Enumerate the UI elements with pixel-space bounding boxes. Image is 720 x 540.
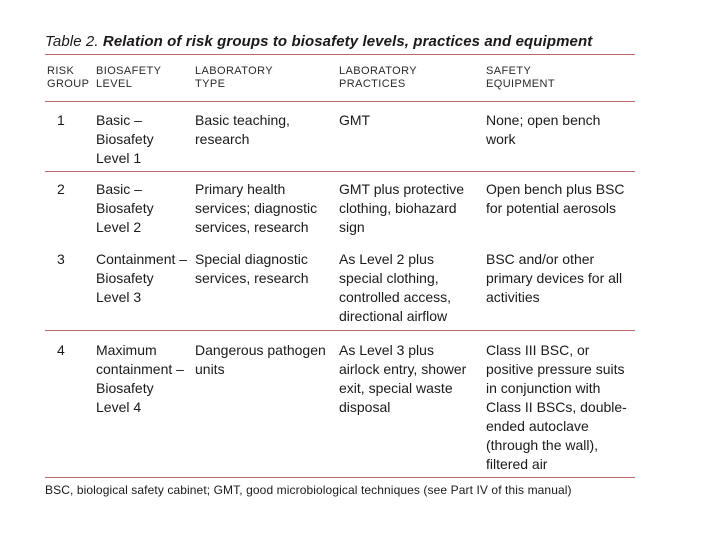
table-number: Table 2. bbox=[45, 33, 99, 50]
laboratory-practices-cell: As Level 2 plus special clothing, controlled access, directional airflow bbox=[339, 251, 452, 324]
table-footnote: BSC, biological safety cabinet; GMT, good microbiological techniques (see Part IV of this manual) bbox=[45, 483, 572, 497]
table-title bbox=[45, 32, 635, 54]
table-caption: Relation of risk groups to biosafety levels, practices and equipment bbox=[102, 33, 593, 50]
title-rule bbox=[45, 54, 635, 55]
header-risk-group: RISK GROUP bbox=[47, 65, 90, 90]
table-row bbox=[45, 341, 635, 477]
risk-group-cell: 2 bbox=[57, 181, 65, 197]
laboratory-practices-cell: GMT plus protective clothing, biohazard sign bbox=[339, 181, 465, 235]
laboratory-practices-cell: GMT bbox=[339, 112, 371, 128]
table-row bbox=[45, 111, 635, 171]
header-laboratory-type: LABORATORY TYPE bbox=[195, 65, 273, 90]
risk-group-cell: 3 bbox=[57, 251, 65, 267]
header-laboratory-practices: LABORATORY PRACTICES bbox=[339, 65, 417, 90]
header-biosafety-level: BIOSAFETY LEVEL bbox=[96, 65, 162, 90]
safety-equipment-cell: Class III BSC, or positive pressure suits in conjunction with Class II BSCs, double- ended autoclave (through the wall), filtered air bbox=[486, 342, 627, 472]
row-rule bbox=[45, 171, 635, 172]
biosafety-level-cell: Maximum containment – Biosafety Level 4 bbox=[96, 342, 184, 415]
header-rule bbox=[45, 101, 635, 102]
laboratory-type-cell: Special diagnostic services, research bbox=[195, 251, 309, 286]
biosafety-level-cell: Containment – Biosafety Level 3 bbox=[96, 251, 188, 305]
safety-equipment-cell: Open bench plus BSC for potential aerosols bbox=[486, 181, 625, 216]
table-row bbox=[45, 180, 635, 240]
table-bottom-rule bbox=[45, 477, 635, 478]
risk-group-cell: 1 bbox=[57, 112, 65, 128]
biosafety-level-cell: Basic – Biosafety Level 2 bbox=[96, 181, 154, 235]
header-safety-equipment: SAFETY EQUIPMENT bbox=[486, 65, 555, 90]
laboratory-type-cell: Basic teaching, research bbox=[195, 112, 290, 147]
risk-group-cell: 4 bbox=[57, 342, 65, 358]
row-rule bbox=[45, 330, 635, 331]
table-row bbox=[45, 250, 635, 330]
document-page bbox=[45, 32, 635, 498]
safety-equipment-cell: BSC and/or other primary devices for all activities bbox=[486, 251, 623, 305]
laboratory-type-cell: Primary health services; diagnostic services, research bbox=[195, 181, 318, 235]
biosafety-level-cell: Basic – Biosafety Level 1 bbox=[96, 112, 154, 166]
laboratory-type-cell: Dangerous pathogen units bbox=[195, 342, 326, 377]
laboratory-practices-cell: As Level 3 plus airlock entry, shower exit, special waste disposal bbox=[339, 342, 467, 415]
safety-equipment-cell: None; open bench work bbox=[486, 112, 601, 147]
table-header-row bbox=[45, 65, 635, 101]
